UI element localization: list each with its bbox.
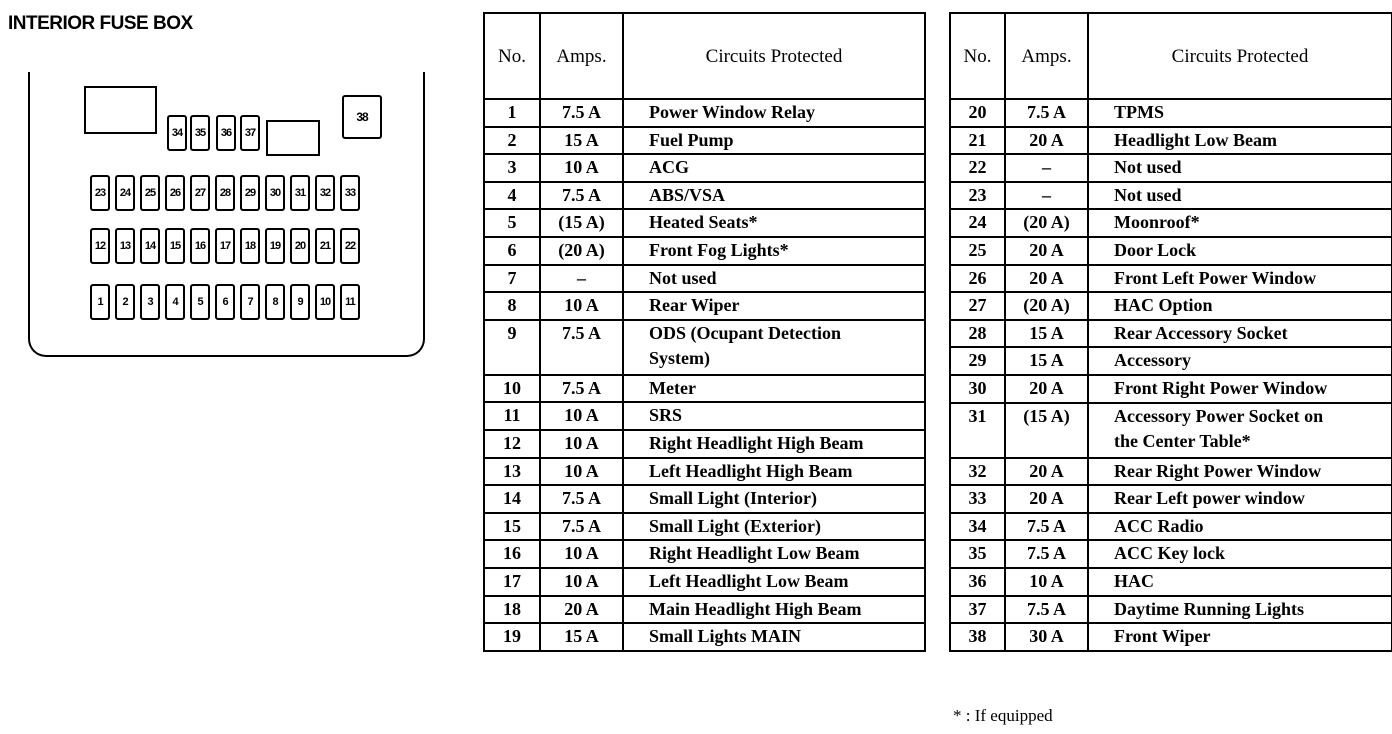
fuse-6: 6	[215, 284, 235, 320]
circuit-cell: Main Headlight High Beam	[623, 596, 925, 624]
fuse-32: 32	[315, 175, 335, 211]
fuse-number-cell: 1	[484, 99, 540, 127]
circuit-cell: Accessory	[1088, 347, 1392, 375]
table-row	[484, 237, 925, 265]
table-row	[950, 403, 1392, 458]
fuse-table-left	[483, 12, 926, 652]
fuse-20: 20	[290, 228, 310, 264]
table-row	[484, 540, 925, 568]
amps-cell: 7.5 A	[540, 320, 623, 375]
table-row	[950, 182, 1392, 210]
amps-cell: 7.5 A	[540, 182, 623, 210]
circuit-cell: Door Lock	[1088, 237, 1392, 265]
header-circuits: Circuits Protected	[623, 13, 925, 99]
table-row	[484, 568, 925, 596]
fuse-28: 28	[215, 175, 235, 211]
table-row	[484, 375, 925, 403]
fuse-number-cell: 15	[484, 513, 540, 541]
amps-cell: 15 A	[1005, 320, 1088, 348]
table-row	[484, 154, 925, 182]
fuse-4: 4	[165, 284, 185, 320]
fuse-3: 3	[140, 284, 160, 320]
relay-slot	[84, 86, 157, 134]
diagram-title: INTERIOR FUSE BOX	[8, 13, 193, 34]
amps-cell: 7.5 A	[1005, 99, 1088, 127]
amps-cell: 20 A	[1005, 127, 1088, 155]
table-row	[484, 99, 925, 127]
fuse-37: 37	[240, 115, 260, 151]
fuse-29: 29	[240, 175, 260, 211]
header-no: No.	[950, 13, 1005, 99]
fuse-number-cell: 9	[484, 320, 540, 375]
amps-cell: 10 A	[540, 402, 623, 430]
circuit-cell: Front Fog Lights*	[623, 237, 925, 265]
header-amps: Amps.	[540, 13, 623, 99]
circuit-cell: Meter	[623, 375, 925, 403]
header-no: No.	[484, 13, 540, 99]
circuit-cell: Not used	[1088, 154, 1392, 182]
fuse-number-cell: 11	[484, 402, 540, 430]
fuse-number-cell: 24	[950, 209, 1005, 237]
circuit-cell: Small Light (Interior)	[623, 485, 925, 513]
fuse-30: 30	[265, 175, 285, 211]
fuse-number-cell: 35	[950, 540, 1005, 568]
amps-cell: 7.5 A	[1005, 596, 1088, 624]
fuse-number-cell: 3	[484, 154, 540, 182]
amps-cell: (20 A)	[540, 237, 623, 265]
amps-cell: 20 A	[1005, 237, 1088, 265]
fuse-35: 35	[190, 115, 210, 151]
table-row	[950, 485, 1392, 513]
table-row	[950, 237, 1392, 265]
fuse-number-cell: 33	[950, 485, 1005, 513]
circuit-cell	[623, 320, 925, 375]
fuse-number-cell: 5	[484, 209, 540, 237]
amps-cell: 20 A	[1005, 458, 1088, 486]
table-row	[484, 402, 925, 430]
fuse-number-cell: 13	[484, 458, 540, 486]
fuse-table-right	[949, 12, 1392, 652]
fuse-number-cell: 28	[950, 320, 1005, 348]
circuit-cell: Fuel Pump	[623, 127, 925, 155]
fuse-number-cell: 36	[950, 568, 1005, 596]
amps-cell: 7.5 A	[1005, 513, 1088, 541]
amps-cell: 20 A	[1005, 375, 1088, 403]
circuit-cell: Right Headlight Low Beam	[623, 540, 925, 568]
circuit-text-continued: the Center Table*	[1114, 430, 1251, 451]
fuse-1: 1	[90, 284, 110, 320]
table-row	[484, 182, 925, 210]
fuse-number-cell: 25	[950, 237, 1005, 265]
table-row	[950, 513, 1392, 541]
circuit-cell: ABS/VSA	[623, 182, 925, 210]
table-row	[950, 320, 1392, 348]
amps-cell: (15 A)	[1005, 403, 1088, 458]
circuit-cell: Front Wiper	[1088, 623, 1392, 651]
amps-cell: 7.5 A	[540, 513, 623, 541]
fuse-number-cell: 27	[950, 292, 1005, 320]
table-row	[950, 292, 1392, 320]
fuse-number-cell: 21	[950, 127, 1005, 155]
circuit-cell: Heated Seats*	[623, 209, 925, 237]
fuse-box-diagram	[28, 72, 425, 357]
fuse-number-cell: 19	[484, 623, 540, 651]
circuit-cell: Right Headlight High Beam	[623, 430, 925, 458]
fuse-number-cell: 31	[950, 403, 1005, 458]
amps-cell: 10 A	[540, 540, 623, 568]
fuse-number-cell: 29	[950, 347, 1005, 375]
amps-cell: 7.5 A	[540, 375, 623, 403]
table-row	[484, 292, 925, 320]
circuit-cell: Left Headlight High Beam	[623, 458, 925, 486]
fuse-number-cell: 34	[950, 513, 1005, 541]
circuit-cell: Left Headlight Low Beam	[623, 568, 925, 596]
fuse-7: 7	[240, 284, 260, 320]
table-row	[484, 265, 925, 293]
fuse-33: 33	[340, 175, 360, 211]
fuse-number-cell: 14	[484, 485, 540, 513]
fuse-15: 15	[165, 228, 185, 264]
header-circuits: Circuits Protected	[1088, 13, 1392, 99]
table-row	[484, 458, 925, 486]
fuse-number-cell: 6	[484, 237, 540, 265]
fuse-number-cell: 8	[484, 292, 540, 320]
fuse-25: 25	[140, 175, 160, 211]
circuit-cell: ACC Key lock	[1088, 540, 1392, 568]
fuse-31: 31	[290, 175, 310, 211]
circuit-cell	[1088, 403, 1392, 458]
amps-cell: –	[540, 265, 623, 293]
table-row	[950, 127, 1392, 155]
amps-cell: 10 A	[540, 458, 623, 486]
circuit-cell: Daytime Running Lights	[1088, 596, 1392, 624]
circuit-cell: Power Window Relay	[623, 99, 925, 127]
table-row	[484, 513, 925, 541]
table-row	[950, 540, 1392, 568]
circuit-cell: Front Left Power Window	[1088, 265, 1392, 293]
fuse-number-cell: 12	[484, 430, 540, 458]
amps-cell: 15 A	[1005, 347, 1088, 375]
fuse-number-cell: 38	[950, 623, 1005, 651]
table-row	[950, 99, 1392, 127]
circuit-cell: SRS	[623, 402, 925, 430]
fuse-18: 18	[240, 228, 260, 264]
fuse-5: 5	[190, 284, 210, 320]
amps-cell: 10 A	[1005, 568, 1088, 596]
fuse-9: 9	[290, 284, 310, 320]
circuit-cell: Moonroof*	[1088, 209, 1392, 237]
circuit-cell: Rear Left power window	[1088, 485, 1392, 513]
fuse-number-cell: 30	[950, 375, 1005, 403]
amps-cell: 10 A	[540, 568, 623, 596]
fuse-8: 8	[265, 284, 285, 320]
fuse-number-cell: 17	[484, 568, 540, 596]
header-amps: Amps.	[1005, 13, 1088, 99]
amps-cell: –	[1005, 182, 1088, 210]
relay-slot	[266, 120, 320, 156]
amps-cell: 10 A	[540, 154, 623, 182]
circuit-cell: Front Right Power Window	[1088, 375, 1392, 403]
fuse-34: 34	[167, 115, 187, 151]
circuit-text: Accessory Power Socket on	[1114, 405, 1324, 426]
amps-cell: 20 A	[1005, 265, 1088, 293]
fuse-19: 19	[265, 228, 285, 264]
circuit-cell: Small Lights MAIN	[623, 623, 925, 651]
table-row	[950, 265, 1392, 293]
fuse-number-cell: 16	[484, 540, 540, 568]
table-row	[484, 485, 925, 513]
fuse-number-cell: 23	[950, 182, 1005, 210]
circuit-text: ODS (Ocupant Detection	[649, 322, 841, 343]
fuse-21: 21	[315, 228, 335, 264]
table-row	[484, 596, 925, 624]
amps-cell: (15 A)	[540, 209, 623, 237]
table-row	[950, 623, 1392, 651]
table-row	[484, 430, 925, 458]
amps-cell: 10 A	[540, 292, 623, 320]
amps-cell: (20 A)	[1005, 209, 1088, 237]
fuse-number-cell: 2	[484, 127, 540, 155]
fuse-number-cell: 10	[484, 375, 540, 403]
circuit-cell: TPMS	[1088, 99, 1392, 127]
circuit-cell: ACC Radio	[1088, 513, 1392, 541]
fuse-22: 22	[340, 228, 360, 264]
fuse-16: 16	[190, 228, 210, 264]
amps-cell: 30 A	[1005, 623, 1088, 651]
amps-cell: 20 A	[540, 596, 623, 624]
fuse-number-cell: 20	[950, 99, 1005, 127]
table-row	[484, 209, 925, 237]
fuse-12: 12	[90, 228, 110, 264]
table-row	[950, 458, 1392, 486]
circuit-text-continued: System)	[649, 347, 710, 368]
fuse-number-cell: 26	[950, 265, 1005, 293]
circuit-cell: HAC	[1088, 568, 1392, 596]
fuse-10: 10	[315, 284, 335, 320]
fuse-27: 27	[190, 175, 210, 211]
fuse-number-cell: 22	[950, 154, 1005, 182]
table-row	[950, 347, 1392, 375]
table-row	[484, 623, 925, 651]
circuit-cell: Not used	[623, 265, 925, 293]
fuse-26: 26	[165, 175, 185, 211]
fuse-23: 23	[90, 175, 110, 211]
circuit-cell: Small Light (Exterior)	[623, 513, 925, 541]
amps-cell: 7.5 A	[540, 485, 623, 513]
circuit-cell: ACG	[623, 154, 925, 182]
amps-cell: 10 A	[540, 430, 623, 458]
circuit-cell: Not used	[1088, 182, 1392, 210]
circuit-cell: Headlight Low Beam	[1088, 127, 1392, 155]
amps-cell: 7.5 A	[1005, 540, 1088, 568]
footnote: * : If equipped	[953, 706, 1053, 725]
fuse-number-cell: 32	[950, 458, 1005, 486]
amps-cell: 15 A	[540, 127, 623, 155]
fuse-36: 36	[216, 115, 236, 151]
table-row	[950, 209, 1392, 237]
table-row	[484, 127, 925, 155]
fuse-24: 24	[115, 175, 135, 211]
table-header-row	[484, 13, 925, 99]
fuse-number-cell: 18	[484, 596, 540, 624]
table-row	[950, 154, 1392, 182]
fuse-13: 13	[115, 228, 135, 264]
circuit-cell: Rear Wiper	[623, 292, 925, 320]
amps-cell: 20 A	[1005, 485, 1088, 513]
table-row	[950, 375, 1392, 403]
fuse-17: 17	[215, 228, 235, 264]
fuse-2: 2	[115, 284, 135, 320]
fuse-14: 14	[140, 228, 160, 264]
fuse-number-cell: 4	[484, 182, 540, 210]
table-header-row	[950, 13, 1392, 99]
amps-cell: –	[1005, 154, 1088, 182]
fuse-11: 11	[340, 284, 360, 320]
table-row	[484, 320, 925, 375]
table-row	[950, 596, 1392, 624]
fuse-38: 38	[342, 95, 382, 139]
amps-cell: 7.5 A	[540, 99, 623, 127]
table-row	[950, 568, 1392, 596]
circuit-cell: Rear Right Power Window	[1088, 458, 1392, 486]
amps-cell: (20 A)	[1005, 292, 1088, 320]
fuse-number-cell: 7	[484, 265, 540, 293]
circuit-cell: Rear Accessory Socket	[1088, 320, 1392, 348]
circuit-cell: HAC Option	[1088, 292, 1392, 320]
amps-cell: 15 A	[540, 623, 623, 651]
fuse-number-cell: 37	[950, 596, 1005, 624]
